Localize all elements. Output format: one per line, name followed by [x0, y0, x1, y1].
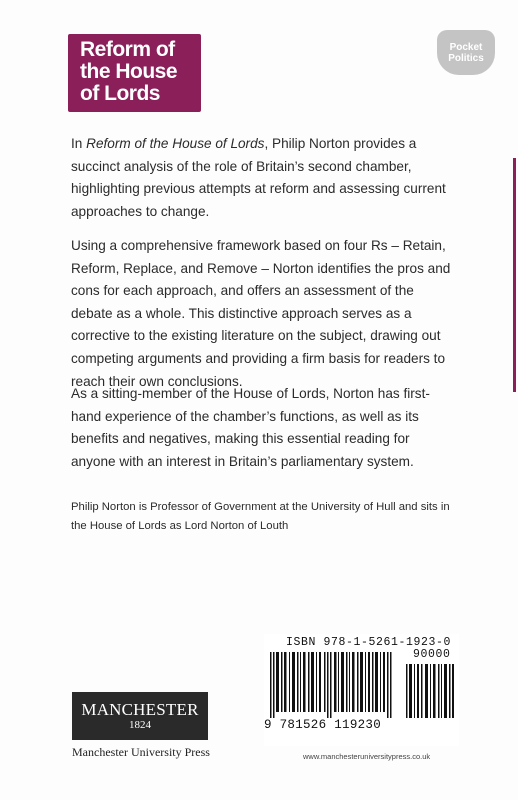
publisher-logo [72, 692, 208, 740]
blurb-paragraph-3: As a sitting-member of the House of Lords, Norton has first-hand experience of the chamber’s functions, as well as its benefits and negatives, making this essential reading for anyone with an interest in Britain’s parliamentary system. [71, 386, 430, 469]
blurb-book-title: Reform of the House of Lords [86, 136, 265, 151]
title-block [68, 34, 201, 112]
blurb-paragraph-1 [71, 133, 451, 223]
ean-barcode-bars [266, 652, 402, 718]
addon-barcode-bars [404, 664, 456, 718]
blurb-p1-rest: , Philip Norton provides a succinct analysis of the role of Britain’s second chamber, highlighting previous attempts at reform and assessing current approaches to change. [71, 136, 446, 219]
publisher-logo-year: 1824 [129, 718, 151, 731]
blurb-paragraph-2: Using a comprehensive framework based on four Rs – Retain, Reform, Replace, and Remove – Norton identifies the pros and cons for each approach, and offers an assessment of the debate as a whole. This distinctive approach serves as a corrective to the existing literature on the subject, drawing out competing arguments and providing a firm basis for readers to reach their own conclusions. [71, 238, 451, 389]
blurb-p1-intro: In [71, 136, 87, 151]
price-code: 90000 [413, 648, 451, 661]
publisher-website: www.manchesteruniversitypress.co.uk [303, 752, 431, 761]
title-line-3: of Lords [80, 82, 160, 105]
series-line-1: Pocket [449, 41, 483, 53]
accent-rule [513, 158, 516, 392]
title-line-1: Reform of [80, 38, 175, 61]
publisher-name: Manchester University Press [72, 745, 210, 759]
publisher-logo-name: MANCHESTER [81, 699, 199, 719]
series-badge [437, 30, 495, 75]
barcode [264, 634, 459, 746]
series-line-2: Politics [448, 52, 484, 64]
author-bio: Philip Norton is Professor of Government at the University of Hull and sits in the House of Lords as Lord Norton of Louth [71, 501, 450, 532]
ean-digits: 9 781526 119230 [264, 718, 382, 732]
title-line-2: the House [80, 60, 178, 83]
isbn-label: ISBN 978-1-5261-1923-0 [286, 636, 452, 649]
